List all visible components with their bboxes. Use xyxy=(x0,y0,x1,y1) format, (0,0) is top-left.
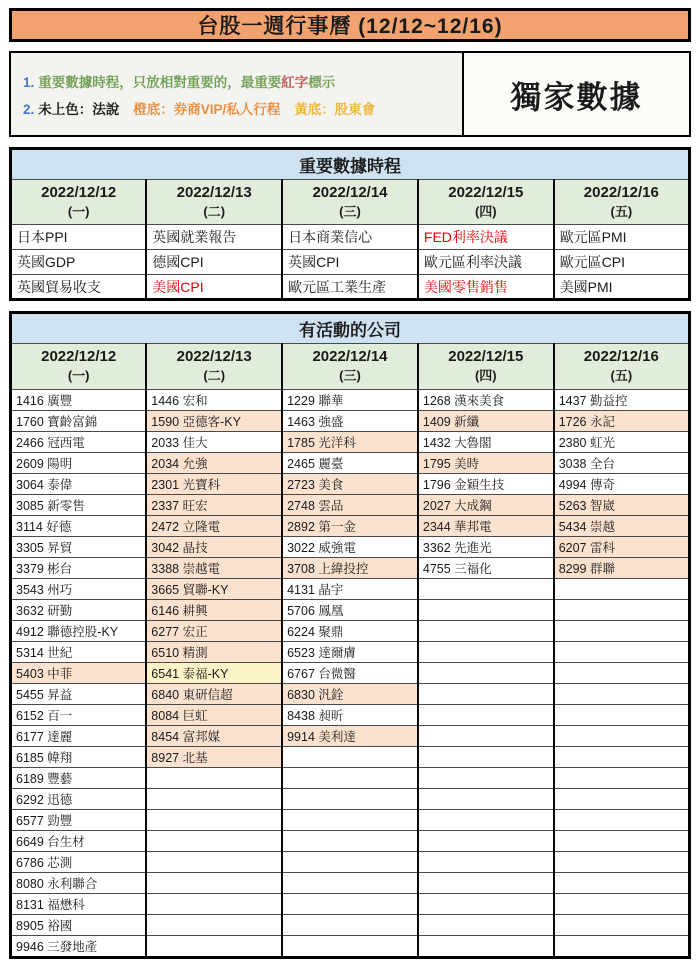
empty-cell xyxy=(418,830,554,851)
empty-cell xyxy=(418,704,554,725)
day-column-header xyxy=(282,180,418,225)
company-cell: 4912 聯德控股-KY xyxy=(11,620,147,641)
empty-cell xyxy=(554,725,690,746)
header-date: 2022/12/16 xyxy=(583,348,659,366)
econ-event-cell: 英國就業報告 xyxy=(146,225,282,250)
empty-cell xyxy=(146,788,282,809)
page-title-text: 台股一週行事曆 (12/12~12/16) xyxy=(197,15,503,38)
header-weekday: (五) xyxy=(610,368,633,384)
legend-line-1 xyxy=(23,71,450,91)
header-date: 2022/12/12 xyxy=(41,184,117,201)
empty-cell xyxy=(554,599,690,620)
empty-cell xyxy=(146,767,282,788)
header-date: 2022/12/13 xyxy=(176,348,252,366)
econ-event-cell: 英國貿易收支 xyxy=(11,275,147,300)
empty-cell xyxy=(418,746,554,767)
empty-cell xyxy=(418,641,554,662)
empty-cell xyxy=(554,872,690,893)
company-cell: 2301 光寶科 xyxy=(146,473,282,494)
company-cell: 8131 福懋科 xyxy=(11,893,147,914)
econ-section-title: 重要數據時程 xyxy=(11,149,690,180)
empty-cell xyxy=(554,746,690,767)
legend-panel xyxy=(9,51,691,137)
company-cell: 1437 勤益控 xyxy=(554,389,690,410)
empty-cell xyxy=(554,767,690,788)
empty-cell xyxy=(282,872,418,893)
day-column-header xyxy=(146,180,282,225)
company-cell: 2748 雲品 xyxy=(282,494,418,515)
empty-cell xyxy=(554,620,690,641)
company-cell: 2609 陽明 xyxy=(11,452,147,473)
empty-cell xyxy=(418,725,554,746)
company-row xyxy=(11,872,690,893)
company-cell: 8084 巨虹 xyxy=(146,704,282,725)
econ-event-cell: 英國CPI xyxy=(282,250,418,275)
company-cell: 5706 鳳凰 xyxy=(282,599,418,620)
header-weekday: (三) xyxy=(339,368,361,384)
empty-cell xyxy=(554,641,690,662)
econ-event-cell: 歐元區工業生產 xyxy=(282,275,418,300)
empty-cell xyxy=(418,599,554,620)
company-cell: 6830 汎銓 xyxy=(282,683,418,704)
company-cell: 2380 虹光 xyxy=(554,431,690,452)
econ-event-cell: 日本PPI xyxy=(11,225,147,250)
empty-cell xyxy=(146,851,282,872)
econ-event-cell: 歐元區利率決議 xyxy=(418,250,554,275)
day-column-header xyxy=(282,344,418,389)
company-cell: 1785 光洋科 xyxy=(282,431,418,452)
company-cell: 8927 北基 xyxy=(146,746,282,767)
econ-section-row xyxy=(11,149,690,180)
company-cell: 3022 威強電 xyxy=(282,536,418,557)
company-cell: 2034 允強 xyxy=(146,452,282,473)
company-row xyxy=(11,620,690,641)
company-cell: 2466 冠西電 xyxy=(11,431,147,452)
header-weekday: (四) xyxy=(474,203,497,219)
company-row xyxy=(11,578,690,599)
company-row xyxy=(11,452,690,473)
exclusive-data-label: 獨家數據 xyxy=(464,53,689,135)
company-cell: 2337 旺宏 xyxy=(146,494,282,515)
empty-cell xyxy=(282,893,418,914)
company-cell: 6189 豐藝 xyxy=(11,767,147,788)
econ-row xyxy=(11,225,690,250)
company-cell: 1229 聯華 xyxy=(282,389,418,410)
econ-event-cell: FED利率決議 xyxy=(418,225,554,250)
company-cell: 3543 州巧 xyxy=(11,578,147,599)
header-weekday: (二) xyxy=(203,203,226,219)
day-column-header xyxy=(554,344,690,389)
company-row xyxy=(11,893,690,914)
econ-event-cell: 英國GDP xyxy=(11,250,147,275)
company-cell: 3388 崇越電 xyxy=(146,557,282,578)
econ-event-cell: 美國零售銷售 xyxy=(418,275,554,300)
company-row xyxy=(11,536,690,557)
company-cell: 6767 台微醫 xyxy=(282,662,418,683)
company-cell: 6177 達麗 xyxy=(11,725,147,746)
header-date: 2022/12/16 xyxy=(583,184,659,201)
company-cell: 6224 聚鼎 xyxy=(282,620,418,641)
legend-orange-label: 橙底：券商VIP/私人行程 xyxy=(133,101,281,117)
empty-cell xyxy=(418,662,554,683)
company-row xyxy=(11,704,690,725)
econ-day-header-row xyxy=(11,180,690,225)
company-cell: 3362 先進光 xyxy=(418,536,554,557)
econ-event-cell: 美國PMI xyxy=(554,275,690,300)
company-row xyxy=(11,431,690,452)
econ-event-cell: 美國CPI xyxy=(146,275,282,300)
company-cell: 6510 精測 xyxy=(146,641,282,662)
company-row xyxy=(11,389,690,410)
company-row xyxy=(11,557,690,578)
company-cell: 3708 上緯投控 xyxy=(282,557,418,578)
empty-cell xyxy=(282,830,418,851)
company-cell: 1726 永記 xyxy=(554,410,690,431)
company-activity-table xyxy=(9,311,691,958)
empty-cell xyxy=(146,935,282,957)
company-row xyxy=(11,809,690,830)
company-cell: 4131 晶宇 xyxy=(282,578,418,599)
company-row xyxy=(11,683,690,704)
header-date: 2022/12/15 xyxy=(448,184,524,201)
company-cell: 1416 廣豐 xyxy=(11,389,147,410)
header-date: 2022/12/15 xyxy=(448,348,524,366)
empty-cell xyxy=(146,809,282,830)
company-cell: 2892 第一金 xyxy=(282,515,418,536)
empty-cell xyxy=(282,851,418,872)
company-row xyxy=(11,662,690,683)
company-cell: 8454 富邦媒 xyxy=(146,725,282,746)
day-column-header xyxy=(418,180,554,225)
day-column-header xyxy=(418,344,554,389)
company-cell: 8905 裕國 xyxy=(11,914,147,935)
company-section-title: 有活動的公司 xyxy=(11,313,690,344)
day-column-header xyxy=(146,344,282,389)
empty-cell xyxy=(418,872,554,893)
company-cell: 4994 傳奇 xyxy=(554,473,690,494)
company-row xyxy=(11,788,690,809)
company-cell: 8438 昶昕 xyxy=(282,704,418,725)
company-row xyxy=(11,746,690,767)
company-cell: 3085 新零售 xyxy=(11,494,147,515)
header-weekday: (四) xyxy=(474,368,497,384)
empty-cell xyxy=(282,914,418,935)
econ-row xyxy=(11,275,690,300)
company-cell: 6840 東研信超 xyxy=(146,683,282,704)
company-cell: 1409 新纖 xyxy=(418,410,554,431)
company-cell: 6786 芯測 xyxy=(11,851,147,872)
company-row xyxy=(11,725,690,746)
company-row xyxy=(11,410,690,431)
company-row xyxy=(11,830,690,851)
empty-cell xyxy=(282,767,418,788)
empty-cell xyxy=(554,578,690,599)
company-cell: 9914 美利達 xyxy=(282,725,418,746)
company-day-header-row xyxy=(11,344,690,389)
page-title xyxy=(9,8,691,42)
header-weekday: (三) xyxy=(339,203,361,219)
company-cell: 1760 寶齡富錦 xyxy=(11,410,147,431)
company-row xyxy=(11,935,690,957)
company-cell: 1446 宏和 xyxy=(146,389,282,410)
company-cell: 6152 百一 xyxy=(11,704,147,725)
empty-cell xyxy=(554,704,690,725)
empty-cell xyxy=(554,662,690,683)
company-row xyxy=(11,641,690,662)
company-cell: 5403 中菲 xyxy=(11,662,147,683)
company-row xyxy=(11,494,690,515)
legend-line-2-number: 2. xyxy=(23,101,35,117)
company-cell: 1590 亞德客-KY xyxy=(146,410,282,431)
company-section-row xyxy=(11,313,690,344)
header-weekday: (二) xyxy=(203,368,226,384)
company-cell: 3305 昇貿 xyxy=(11,536,147,557)
empty-cell xyxy=(146,830,282,851)
empty-cell xyxy=(418,683,554,704)
header-weekday: (一) xyxy=(67,368,90,384)
company-cell: 1796 金穎生技 xyxy=(418,473,554,494)
legend-notes xyxy=(11,53,464,135)
company-cell: 3632 研勤 xyxy=(11,599,147,620)
legend-uncolored-label: 未上色：法說 xyxy=(38,101,120,117)
empty-cell xyxy=(554,830,690,851)
empty-cell xyxy=(418,788,554,809)
empty-cell xyxy=(554,935,690,957)
company-cell: 6207 雷科 xyxy=(554,536,690,557)
header-weekday: (一) xyxy=(67,203,90,219)
company-cell: 5455 昇益 xyxy=(11,683,147,704)
company-cell: 1268 漢來美食 xyxy=(418,389,554,410)
empty-cell xyxy=(418,809,554,830)
company-cell: 1795 美時 xyxy=(418,452,554,473)
header-date: 2022/12/14 xyxy=(312,348,388,366)
day-column-header xyxy=(11,344,147,389)
company-cell: 8080 永利聯合 xyxy=(11,872,147,893)
company-cell: 8299 群聯 xyxy=(554,557,690,578)
company-cell: 5434 崇越 xyxy=(554,515,690,536)
company-cell: 6649 台生材 xyxy=(11,830,147,851)
empty-cell xyxy=(554,851,690,872)
company-row xyxy=(11,473,690,494)
empty-cell xyxy=(282,935,418,957)
header-date: 2022/12/13 xyxy=(176,184,252,201)
empty-cell xyxy=(146,914,282,935)
company-cell: 2344 華邦電 xyxy=(418,515,554,536)
header-weekday: (五) xyxy=(610,203,633,219)
empty-cell xyxy=(554,809,690,830)
company-cell: 2027 大成鋼 xyxy=(418,494,554,515)
legend-line-1-text: 重要數據時程，只放相對重要的，最重要 xyxy=(38,74,282,90)
company-cell: 2472 立隆電 xyxy=(146,515,282,536)
company-cell: 6292 迅德 xyxy=(11,788,147,809)
econ-event-cell: 歐元區PMI xyxy=(554,225,690,250)
company-cell: 3064 泰偉 xyxy=(11,473,147,494)
econ-event-cell: 德國CPI xyxy=(146,250,282,275)
company-row xyxy=(11,914,690,935)
econ-event-cell: 日本商業信心 xyxy=(282,225,418,250)
empty-cell xyxy=(418,914,554,935)
company-cell: 3114 好德 xyxy=(11,515,147,536)
company-cell: 9946 三發地產 xyxy=(11,935,147,957)
company-cell: 2465 麗臺 xyxy=(282,452,418,473)
legend-line-1-number: 1. xyxy=(23,74,35,90)
econ-schedule-table xyxy=(9,147,691,301)
company-cell: 6185 幃翔 xyxy=(11,746,147,767)
empty-cell xyxy=(554,893,690,914)
company-cell: 3038 全台 xyxy=(554,452,690,473)
empty-cell xyxy=(418,620,554,641)
company-row xyxy=(11,851,690,872)
empty-cell xyxy=(554,914,690,935)
company-cell: 6541 泰福-KY xyxy=(146,662,282,683)
company-cell: 6577 勁豐 xyxy=(11,809,147,830)
company-cell: 6146 耕興 xyxy=(146,599,282,620)
company-cell: 3379 彬台 xyxy=(11,557,147,578)
company-row xyxy=(11,515,690,536)
company-cell: 3665 貿聯-KY xyxy=(146,578,282,599)
header-date: 2022/12/12 xyxy=(41,348,117,366)
legend-red-text-label: 紅字 xyxy=(281,74,309,90)
empty-cell xyxy=(554,788,690,809)
company-row xyxy=(11,599,690,620)
empty-cell xyxy=(146,893,282,914)
legend-line-1-suffix: 標示 xyxy=(308,74,336,90)
legend-line-2 xyxy=(23,98,450,118)
company-cell: 6277 宏正 xyxy=(146,620,282,641)
empty-cell xyxy=(418,851,554,872)
legend-yellow-label: 黃底：股東會 xyxy=(294,101,376,117)
company-cell: 3042 晶技 xyxy=(146,536,282,557)
empty-cell xyxy=(418,935,554,957)
empty-cell xyxy=(554,683,690,704)
company-cell: 1463 強盛 xyxy=(282,410,418,431)
econ-event-cell: 歐元區CPI xyxy=(554,250,690,275)
day-column-header xyxy=(11,180,147,225)
econ-row xyxy=(11,250,690,275)
company-cell: 4755 三福化 xyxy=(418,557,554,578)
company-cell: 2033 佳大 xyxy=(146,431,282,452)
empty-cell xyxy=(146,872,282,893)
empty-cell xyxy=(282,746,418,767)
company-row xyxy=(11,767,690,788)
empty-cell xyxy=(418,578,554,599)
company-cell: 5314 世紀 xyxy=(11,641,147,662)
company-cell: 5263 智崴 xyxy=(554,494,690,515)
day-column-header xyxy=(554,180,690,225)
empty-cell xyxy=(282,788,418,809)
company-cell: 6523 達爾膚 xyxy=(282,641,418,662)
header-date: 2022/12/14 xyxy=(312,184,388,201)
company-cell: 2723 美食 xyxy=(282,473,418,494)
empty-cell xyxy=(282,809,418,830)
empty-cell xyxy=(418,767,554,788)
company-cell: 1432 大魯閣 xyxy=(418,431,554,452)
empty-cell xyxy=(418,893,554,914)
